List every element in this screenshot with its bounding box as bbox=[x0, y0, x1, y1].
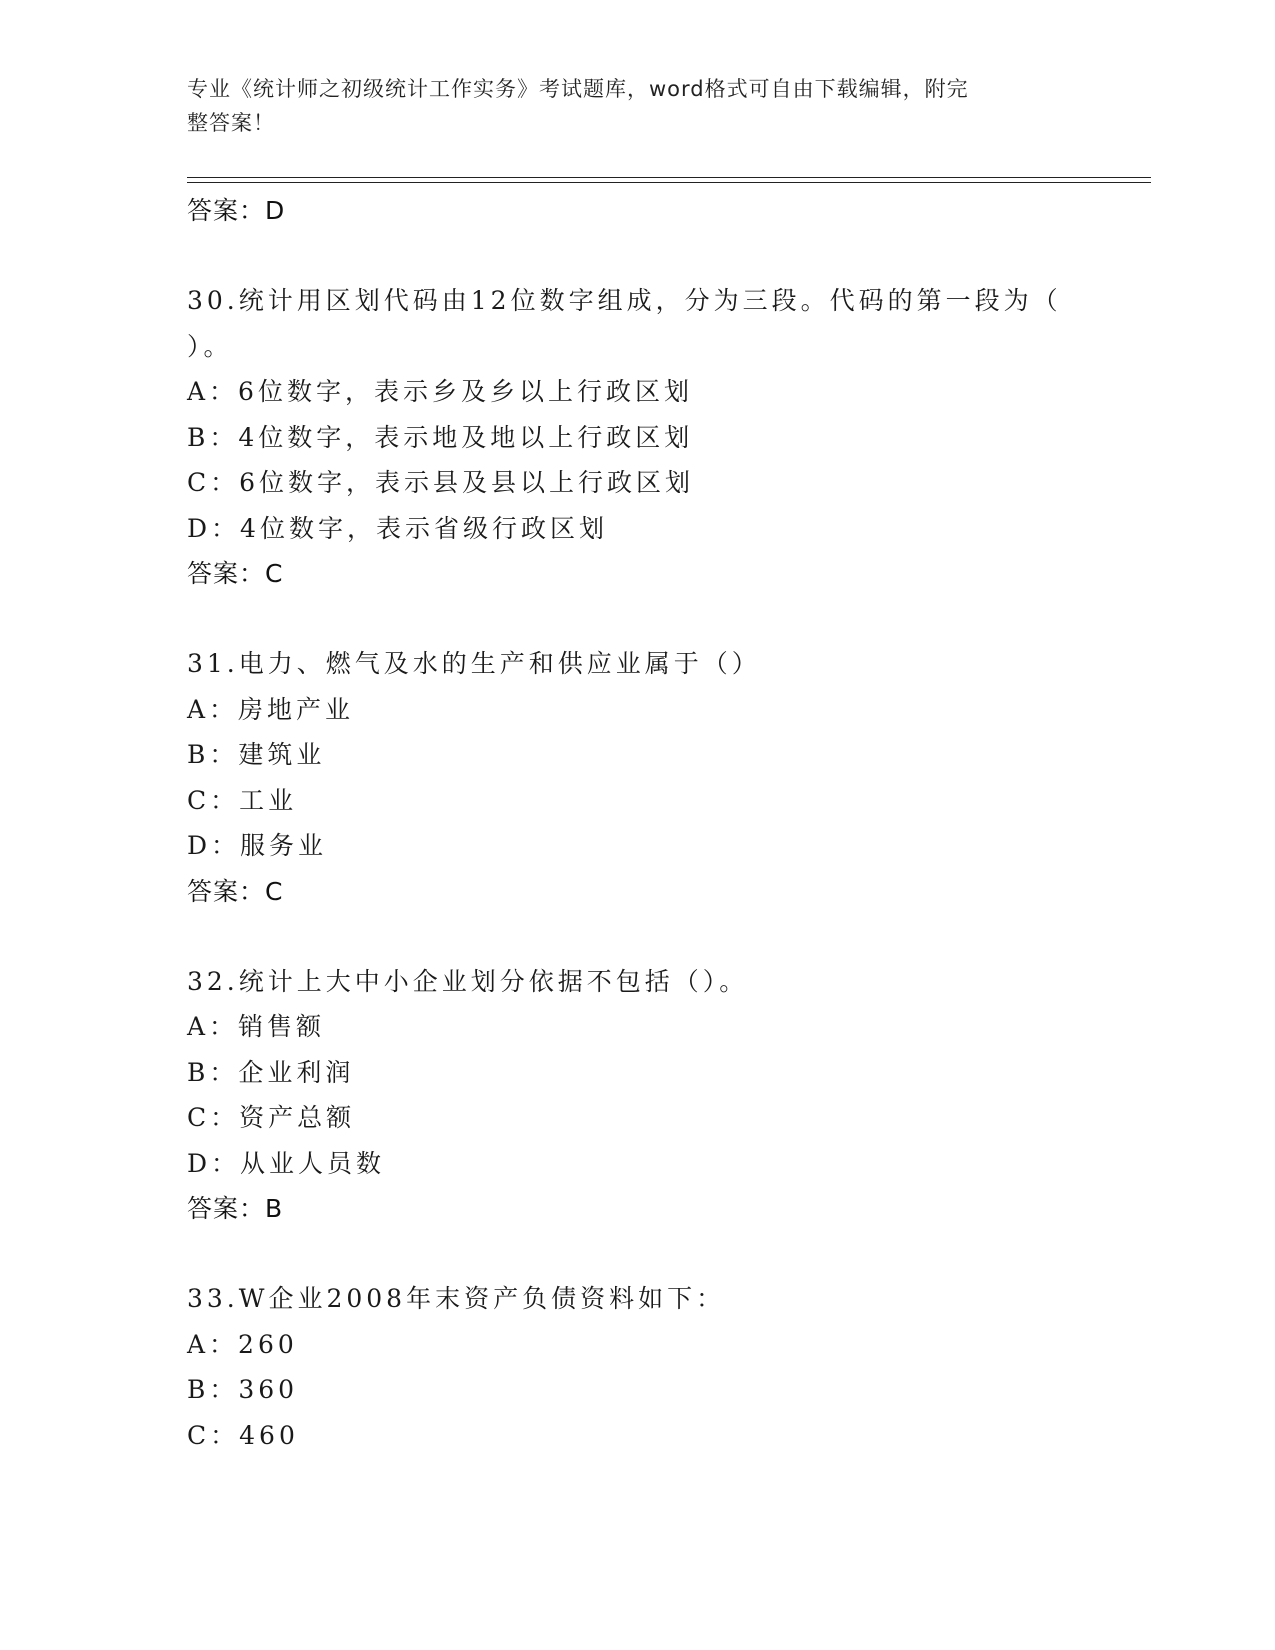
option-d: D：从业人员数 bbox=[187, 1148, 386, 1178]
answer-29: 答案：D bbox=[187, 196, 286, 225]
answer: 答案：B bbox=[187, 1194, 284, 1223]
answer: 答案：C bbox=[187, 876, 284, 906]
option-b: B：4位数字，表示地及地以上行政区划 bbox=[187, 422, 694, 452]
option-a: A：260 bbox=[187, 1329, 298, 1359]
option-d: D：服务业 bbox=[187, 831, 328, 860]
question-33 bbox=[187, 1276, 1147, 1458]
question-30 bbox=[187, 278, 1147, 597]
header-line-2: 整答案！ bbox=[187, 111, 275, 135]
answer: 答案：C bbox=[187, 559, 284, 588]
option-c: C：6位数字，表示县及县以上行政区划 bbox=[187, 468, 695, 497]
question-31 bbox=[187, 641, 1147, 915]
option-c: C：资产总额 bbox=[187, 1103, 356, 1132]
option-c: C：工业 bbox=[187, 785, 298, 815]
question-text: 32.统计上大中小企业划分依据不包括（）。 bbox=[187, 966, 749, 996]
option-c: C：460 bbox=[187, 1420, 299, 1450]
option-b: B：建筑业 bbox=[187, 740, 326, 769]
question-text: 31.电力、燃气及水的生产和供应业属于（） bbox=[187, 649, 761, 678]
question-text-continued: ）。 bbox=[187, 331, 233, 361]
header-divider-top bbox=[187, 177, 1151, 178]
question-text: 30.统计用区划代码由12位数字组成，分为三段。代码的第一段为（ bbox=[187, 286, 1062, 315]
document-body bbox=[187, 188, 1147, 1458]
option-a: A：6位数字，表示乡及乡以上行政区划 bbox=[187, 377, 693, 406]
option-a: A：销售额 bbox=[187, 1012, 326, 1041]
option-d: D：4位数字，表示省级行政区划 bbox=[187, 513, 608, 543]
header-divider-bottom bbox=[187, 182, 1151, 183]
option-b: B：企业利润 bbox=[187, 1057, 355, 1087]
question-32 bbox=[187, 959, 1147, 1233]
header-line-1: 专业《统计师之初级统计工作实务》考试题库，word格式可自由下载编辑，附完 bbox=[187, 77, 969, 101]
option-b: B：360 bbox=[187, 1375, 299, 1404]
question-text: 33.W企业2008年末资产负债资料如下： bbox=[187, 1284, 726, 1313]
option-a: A：房地产业 bbox=[187, 694, 355, 724]
document-header bbox=[187, 72, 1077, 140]
